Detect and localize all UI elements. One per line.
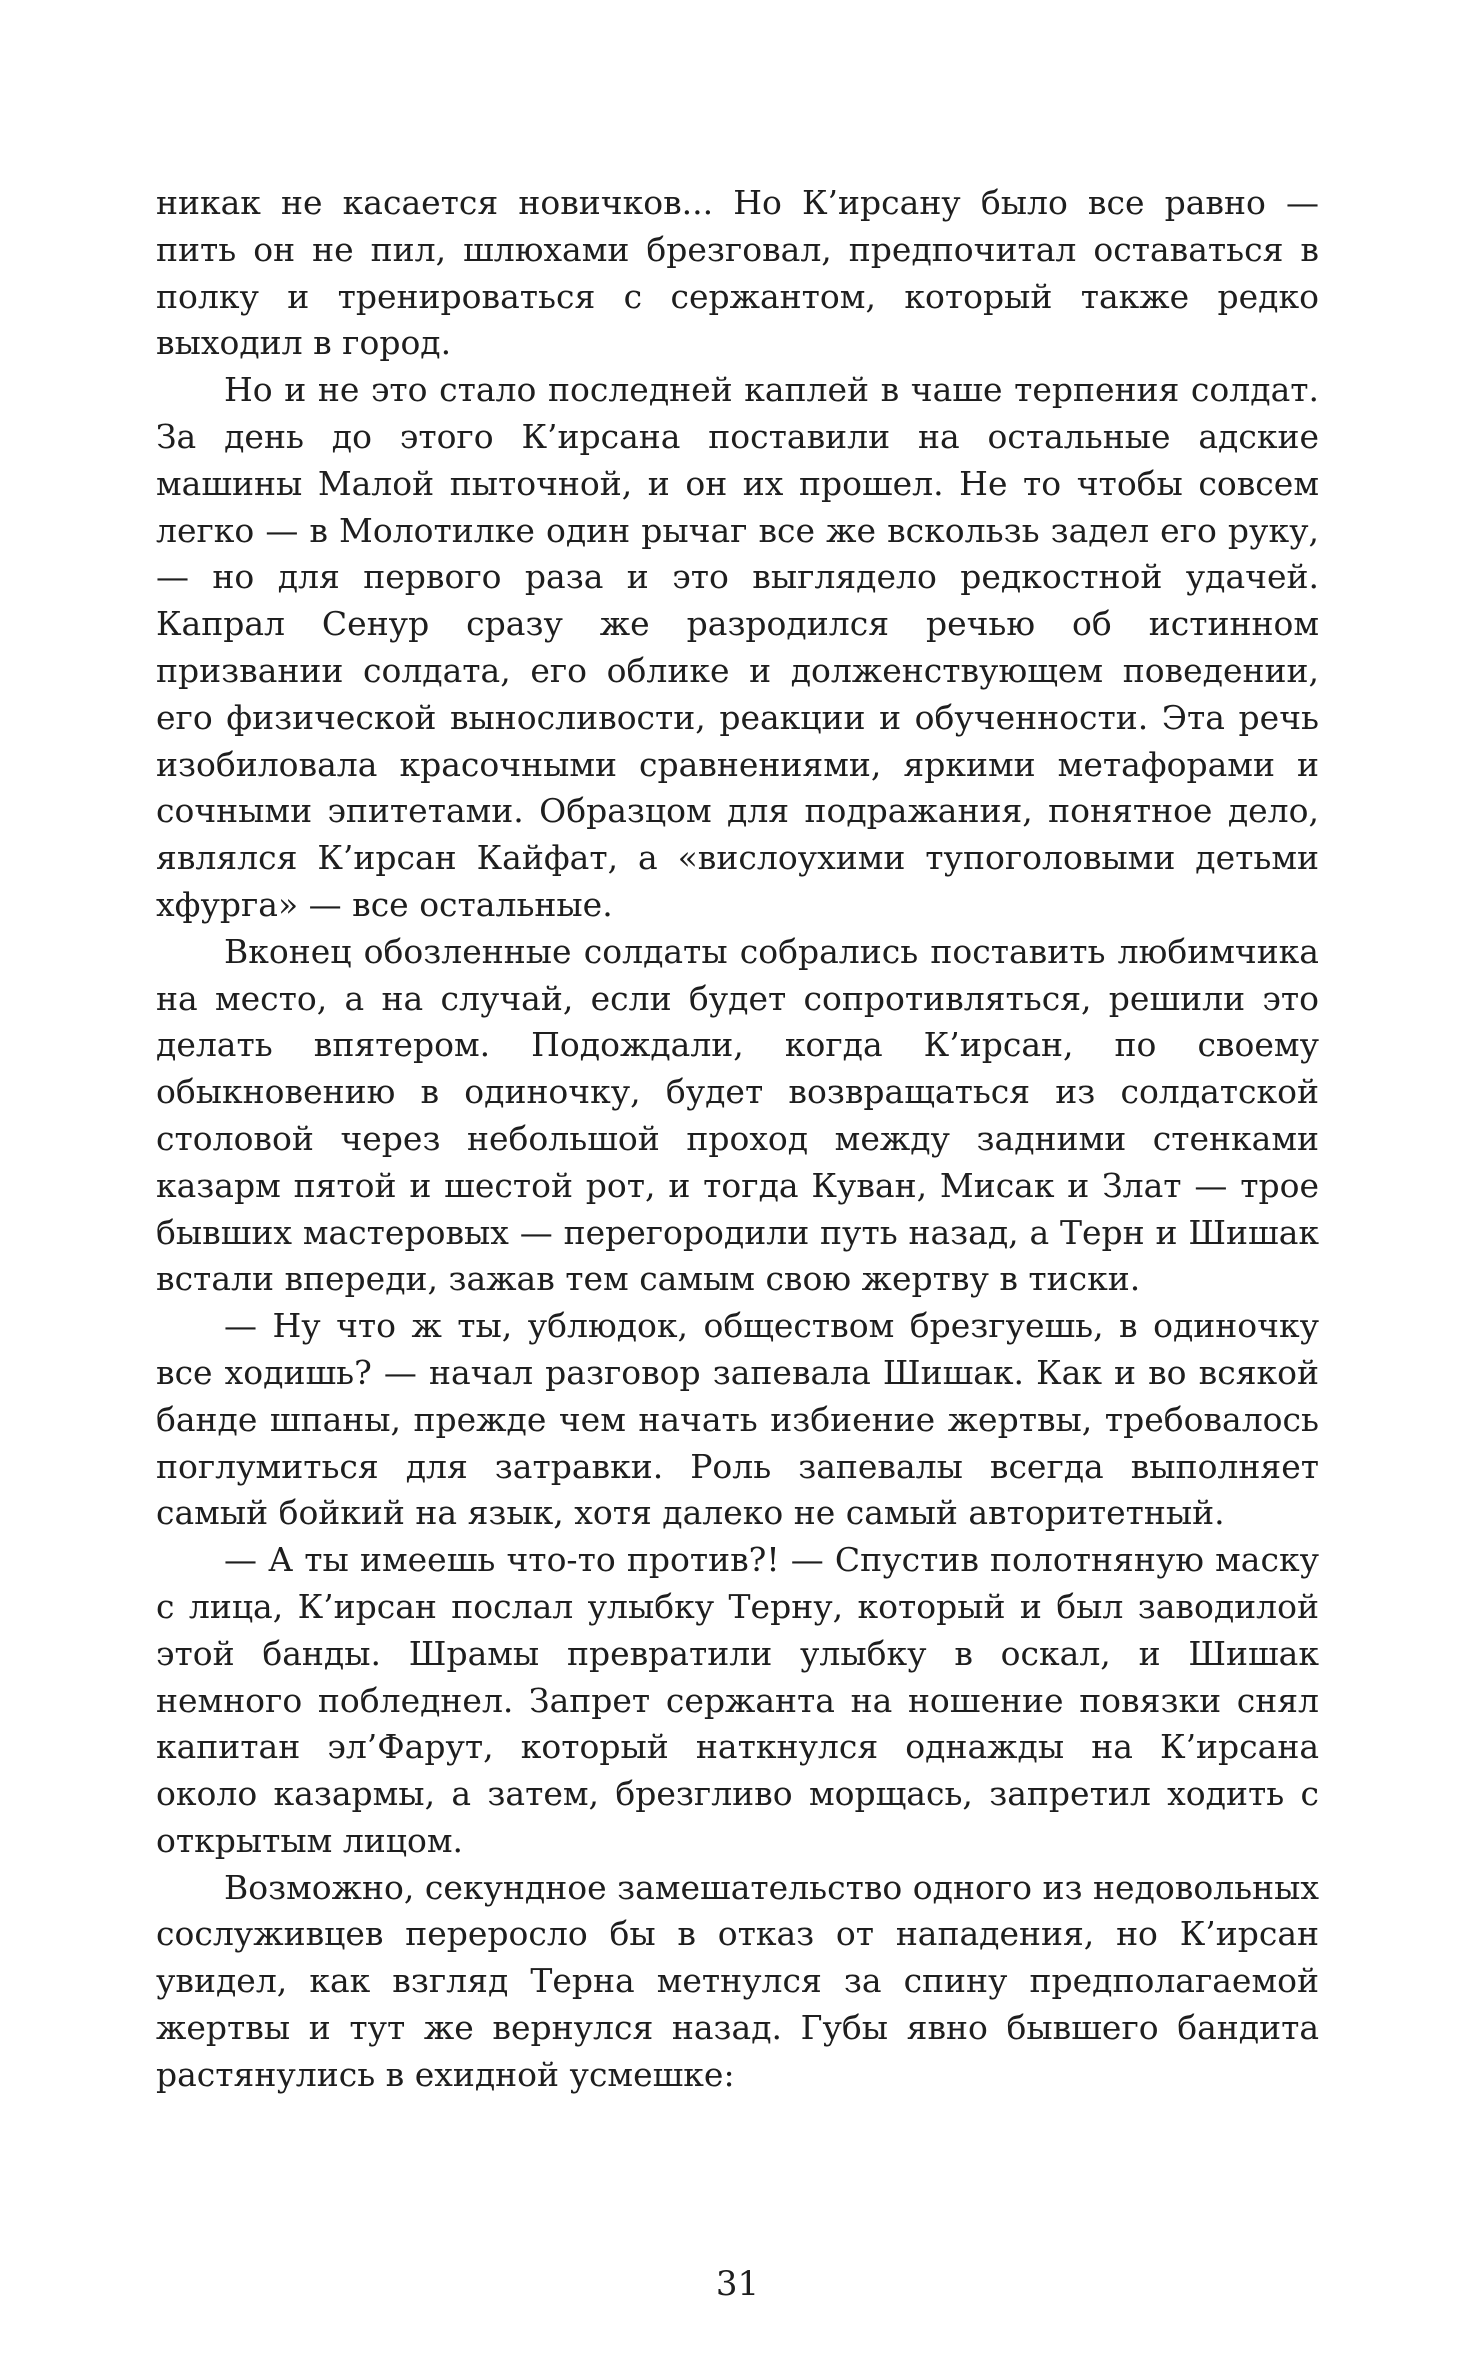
paragraph-2: Но и не это стало последней каплей в чаше терпения солдат. За день до этого К’ирсана поставили на остальные адские машины Малой пыточной, и он их прошел. Не то чтобы совсем легко — в Молотилке один рычаг все же вскользь задел его руку, — но для первого раза и это выглядело редкостной удачей. Капрал Сенур сразу же разродился речью об истинном призвании солдата, его облике и долженствующем поведении, его физической выносливости, реакции и обученности. Эта речь изобиловала красочными сравнениями, яркими метафорами и сочными эпитетами. Образцом для подражания, понятное дело, являлся К’ирсан Кайфат, а «вислоухими тупоголовыми детьми хфурга» — все остальные. <box>156 370 1319 924</box>
paragraph-1: никак не касается новичков... Но К’ирсану было все равно — пить он не пил, шлюхами брезговал, предпочитал оставаться в полку и тренироваться с сержантом, который также редко выходил в город. <box>156 183 1319 363</box>
paragraph-5: — А ты имеешь что-то против?! — Спустив полотняную маску с лица, К’ирсан послал улыбку Терну, который и был заводилой этой банды. Шрамы превратили улыбку в оскал, и Шишак немного побледнел. Запрет сержанта на ношение повязки снял капитан эл’Фарут, который наткнулся однажды на К’ирсана около казармы, а затем, брезгливо морщась, запретил ходить с открытым лицом. <box>156 1540 1319 1860</box>
paragraph-3: Вконец обозленные солдаты собрались поставить любимчика на место, а на случай, если будет сопротивляться, решили это делать впятером. Подождали, когда К’ирсан, по своему обыкновению в одиночку, будет возвращаться из солдатской столовой через небольшой проход между задними стенками казарм пятой и шестой рот, и тогда Куван, Мисак и Злат — трое бывших мастеровых — перегородили путь назад, а Терн и Шишак встали впереди, зажав тем самым свою жертву в тиски. <box>156 931 1319 1299</box>
paragraph-6: Возможно, секундное замешательство одного из недовольных сослуживцев переросло бы в отказ от нападения, но К’ирсан увидел, как взгляд Терна метнулся за спину предполагаемой жертвы и тут же вернулся назад. Губы явно бывшего бандита растянулись в ехидной усмешке: <box>156 1867 1319 2094</box>
book-page-text <box>156 180 1319 2099</box>
paragraph-4: — Ну что ж ты, ублюдок, обществом брезгуешь, в одиночку все ходишь? — начал разговор запевала Шишак. Как и во всякой банде шпаны, прежде чем начать избиение жертвы, требовалось поглумиться для затравки. Роль запевалы всегда выполняет самый бойкий на язык, хотя далеко не самый авторитетный. <box>156 1306 1319 1533</box>
page-number: 31 <box>715 2264 760 2304</box>
